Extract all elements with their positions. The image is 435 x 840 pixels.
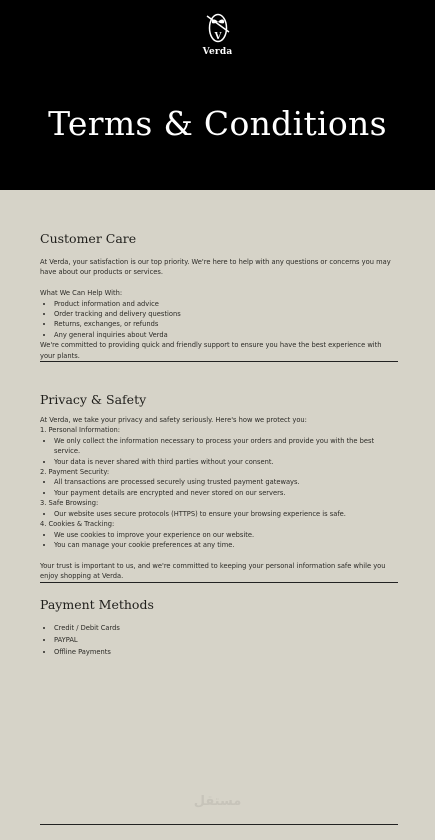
privacy-group-title: 4. Cookies & Tracking:	[40, 520, 115, 529]
list-item: • Offline Payments	[54, 646, 398, 658]
privacy-group-list	[40, 477, 398, 498]
help-list-title: What We Can Help With:	[40, 289, 123, 298]
payment-heading: Payment Methods	[40, 596, 154, 612]
brand-logo[interactable]	[188, 12, 248, 57]
watermark: مستقل	[193, 794, 242, 809]
list-item: • Product information and advice	[54, 299, 398, 309]
privacy-heading: Privacy & Safety	[40, 392, 147, 408]
privacy-group-list	[40, 530, 398, 551]
list-item: • Returns, exchanges, or refunds	[54, 319, 398, 329]
privacy-group-title: 2. Payment Security:	[40, 468, 110, 477]
list-item: • Credit / Debit Cards	[54, 622, 398, 634]
customer-care-section	[40, 190, 398, 361]
hero-banner	[0, 0, 435, 190]
privacy-group-title: 3. Safe Browsing:	[40, 499, 99, 508]
list-item: • Order tracking and delivery questions	[54, 309, 398, 319]
customer-care-heading: Customer Care	[40, 231, 137, 246]
customer-care-intro: At Verda, your satisfaction is our top priority. We're here to help with any questions or concerns you may have about our products or services.	[40, 258, 391, 277]
section-divider	[40, 824, 398, 825]
list-item: • Any general inquiries about Verda	[54, 330, 398, 340]
help-list	[40, 299, 398, 341]
privacy-group-title: 1. Personal Information:	[40, 426, 121, 435]
svg-text:V: V	[214, 32, 221, 42]
list-item: • Your data is never shared with third parties without your consent.	[54, 457, 398, 467]
privacy-section	[40, 392, 398, 581]
payment-methods-list	[40, 622, 398, 658]
list-item: • Our website uses secure protocols (HTTPS) to ensure your browsing experience is safe.	[54, 509, 398, 519]
privacy-body	[40, 415, 398, 581]
privacy-group-list	[40, 436, 398, 467]
list-item: • Your payment details are encrypted and never stored on our servers.	[54, 488, 398, 498]
list-item: • PAYPAL	[54, 634, 398, 646]
customer-care-body	[40, 257, 398, 361]
terms-content	[0, 190, 435, 658]
plant-emblem-icon	[203, 12, 233, 46]
section-divider	[40, 361, 398, 362]
payment-section	[40, 597, 398, 658]
list-item: • You can manage your cookie preferences at any time.	[54, 540, 398, 550]
page-title: Terms & Conditions	[48, 104, 387, 144]
section-divider	[40, 582, 398, 583]
list-item: • We use cookies to improve your experience on our website.	[54, 530, 398, 540]
list-item: • All transactions are processed securely using trusted payment gateways.	[54, 477, 398, 487]
customer-care-closing: We're committed to providing quick and friendly support to ensure you have the best experience with your plants.	[40, 341, 382, 360]
privacy-group-list	[40, 509, 398, 519]
privacy-intro: At Verda, we take your privacy and safety seriously. Here's how we protect you:	[40, 416, 307, 425]
list-item: • We only collect the information necessary to process your orders and provide you with the best service.	[54, 436, 398, 457]
privacy-closing: Your trust is important to us, and we're committed to keeping your personal information safe while you enjoy shopping at Verda.	[40, 561, 386, 581]
brand-name: Verda	[202, 47, 233, 57]
